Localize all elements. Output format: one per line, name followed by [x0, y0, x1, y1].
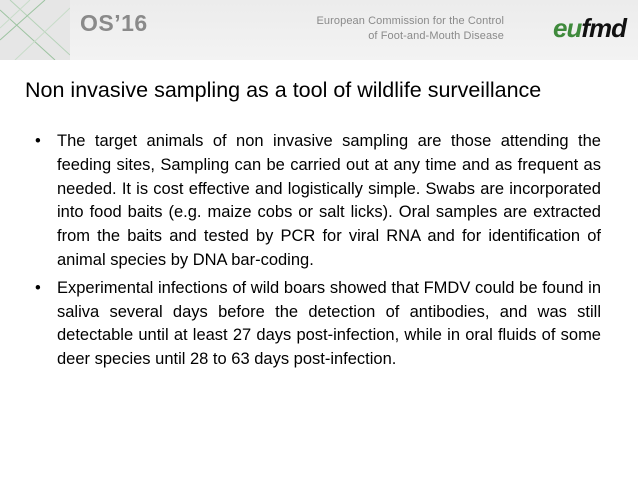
bullet-text: The target animals of non invasive sampling are those attending the feeding sites, Sampling can be carried out at any time and as frequent as needed. It is cost effective and logistically simple. Swabs are incorporated into food baits (e.g. maize cobs or salt licks). Oral samples are extracted from the baits and tested by PCR for viral RNA and for identification of animal species by DNA bar-coding.	[57, 132, 601, 269]
bullet-dot-icon: •	[35, 132, 41, 150]
conference-title: OS’16	[80, 10, 148, 36]
organization-name	[316, 14, 504, 44]
bullet-list	[35, 130, 601, 376]
logo-part-eu: eu	[552, 13, 582, 43]
bullet-item	[35, 277, 601, 372]
organization-name-line1: European Commission for the Control	[316, 15, 504, 27]
bullet-text: Experimental infections of wild boars showed that FMDV could be found in saliva several days before the detection of antibodies, and was still detectable until at least 27 days post-infection, while in oral fluids of some deer species until 28 to 63 days post-infection.	[57, 278, 601, 369]
organization-name-line2: of Foot-and-Mouth Disease	[368, 30, 504, 42]
logo-part-fmd: fmd	[581, 13, 626, 43]
slide-title: Non invasive sampling as a tool of wildlife surveillance	[25, 78, 542, 102]
decorative-lines-graphic	[0, 0, 70, 60]
eufmd-logo	[553, 13, 626, 44]
slide-header	[0, 0, 638, 60]
bullet-item	[35, 130, 601, 273]
bullet-dot-icon: •	[35, 278, 41, 297]
